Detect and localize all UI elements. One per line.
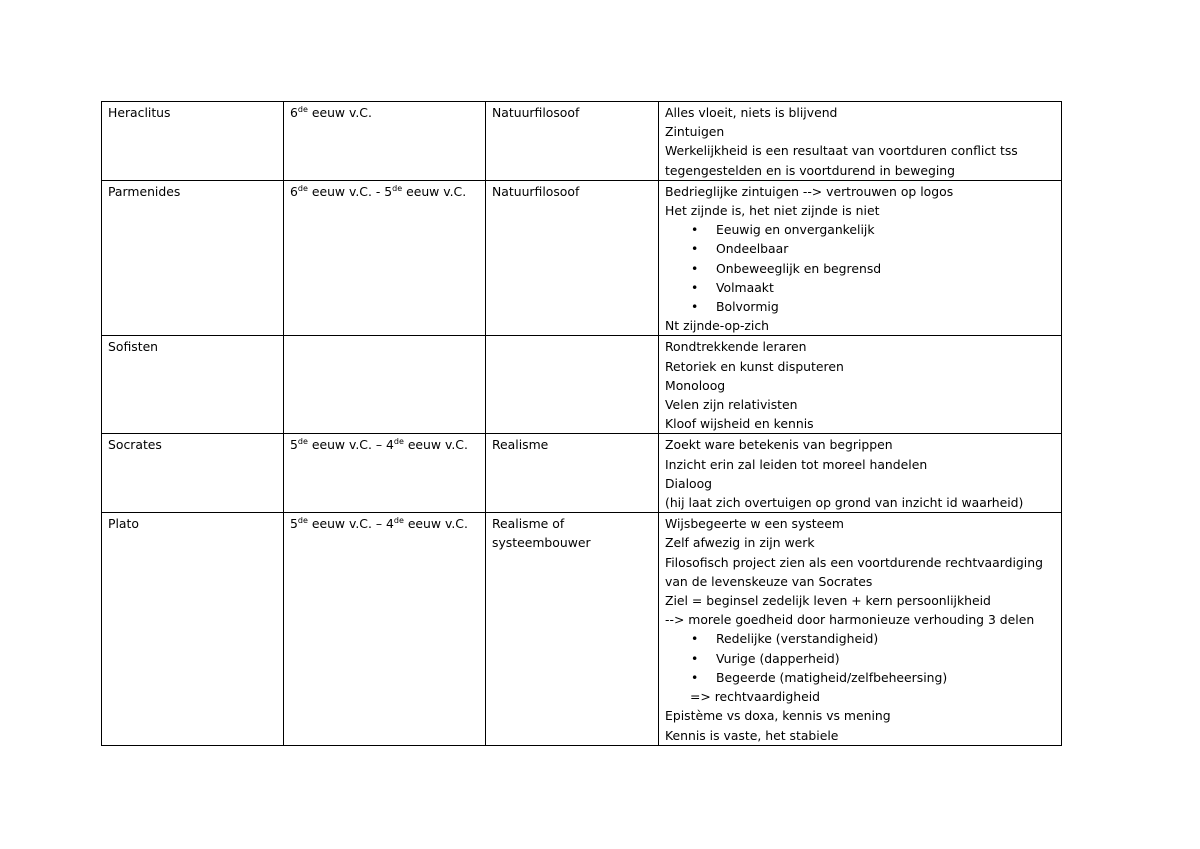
philosopher-name: Socrates [108,437,162,453]
bullet-item [665,278,1055,297]
period-b-num: 5 [384,183,393,199]
description-cell [659,434,1062,513]
description-line: tegengestelden en is voortdurend in beweging [665,162,955,178]
school-text: Realisme [492,437,549,453]
period-a-rest: eeuw v.C. [307,105,372,120]
description-line: Monoloog [665,377,726,393]
bullet-item [665,239,1055,258]
description-line: Zoekt ware betekenis van begrippen [665,437,893,453]
period-b-sup: de [393,516,404,526]
description-line: Velen zijn relativisten [665,397,798,413]
description-line: Wijsbegeerte w een systeem [665,516,844,532]
description-line: Kennis is vaste, het stabiele [665,727,839,743]
description-line: Zelf afwezig in zijn werk [665,535,815,551]
description-line: van de levenskeuze van Socrates [665,573,873,589]
philosopher-name-cell [102,336,284,434]
description-line: Bedrieglijke zintuigen --> vertrouwen op logos [665,183,954,199]
period-text [290,182,479,201]
description-line: Inzicht erin zal leiden tot moreel handelen [665,456,928,472]
description-cell [659,513,1062,745]
period-a-num: 5 [290,437,298,453]
period-a-num: 6 [290,105,298,120]
school-text: Natuurfilosoof [492,183,580,199]
philosophers-table [101,101,1062,746]
bullet-item [665,297,1055,316]
table-row [102,180,1062,336]
philosopher-name: Plato [108,516,139,532]
period-cell [284,513,486,745]
bullet-dot-icon: • [691,241,699,257]
school-cell [486,180,659,336]
philosopher-name-cell [102,180,284,336]
table-row [102,336,1062,434]
philosopher-name-cell [102,102,284,181]
period-a-sup: de [297,183,308,193]
description-line: Het zijnde is, het niet zijnde is niet [665,203,880,219]
period-a-rest: eeuw v.C. – [307,516,386,532]
bullet-item [665,649,1055,668]
description-line: Kloof wijsheid en kennis [665,416,814,432]
philosopher-name: Parmenides [108,183,181,199]
bullet-item [665,668,1055,687]
table-row [102,513,1062,745]
period-cell [284,180,486,336]
bullet-text: Onbeweeglijk en begrensd [716,260,882,276]
period-cell [284,434,486,513]
bullet-text: Begeerde (matigheid/zelfbeheersing) [716,669,948,685]
period-a-sup: de [297,437,308,447]
school-text: Realisme of [492,516,565,532]
description-line: Alles vloeit, niets is blijvend [665,105,838,120]
bullet-dot-icon: • [691,222,699,238]
bullet-dot-icon: • [691,631,699,647]
description-line: Zintuigen [665,124,725,140]
description-line: Filosofisch project zien als een voortdurende rechtvaardiging [665,554,1043,570]
description-cell [659,102,1062,181]
period-a-rest: eeuw v.C. – [307,437,386,453]
bullet-text: Vurige (dapperheid) [716,650,840,666]
bullet-item [665,259,1055,278]
period-b-rest: eeuw v.C. [403,516,468,532]
school-text: systeembouwer [492,535,591,551]
philosopher-name: Sofisten [108,339,159,355]
period-text [290,514,479,533]
bullet-item [665,629,1055,648]
philosopher-name-cell [102,434,284,513]
bullet-dot-icon: • [691,279,699,295]
bullet-dot-icon: • [691,669,699,685]
period-a-rest: eeuw v.C. - [307,183,385,199]
bullet-text: Volmaakt [716,279,774,295]
description-line: --> morele goedheid door harmonieuze verhouding 3 delen [665,612,1035,628]
description-line: Ziel = beginsel zedelijk leven + kern persoonlijkheid [665,593,991,609]
school-cell [486,434,659,513]
period-a-sup: de [297,516,308,526]
table-body [102,102,1062,746]
description-line: Nt zijnde-op-zich [665,318,770,334]
bullet-text: Bolvormig [716,299,779,315]
period-text [290,435,479,454]
bullet-dot-icon: • [691,299,699,315]
period-cell [284,336,486,434]
period-a-sup: de [297,105,308,114]
period-a-num: 6 [290,183,298,199]
school-cell [486,513,659,745]
period-b-rest: eeuw v.C. [402,183,467,199]
period-a-num: 5 [290,516,298,532]
bullet-dot-icon: • [691,650,699,666]
philosopher-name: Heraclitus [108,105,171,120]
description-line: Rondtrekkende leraren [665,339,807,355]
period-b-sup: de [393,437,404,447]
school-cell [486,336,659,434]
bullet-dot-icon: • [691,260,699,276]
period-b-rest: eeuw v.C. [403,437,468,453]
table-row [102,434,1062,513]
description-cell [659,180,1062,336]
period-cell [284,102,486,181]
bullet-text: Ondeelbaar [716,241,789,257]
table-row [102,102,1062,181]
bullet-text: Redelijke (verstandigheid) [716,631,879,647]
description-indented-line: => rechtvaardigheid [690,689,821,705]
period-text [290,103,479,122]
description-line: (hij laat zich overtuigen op grond van inzicht id waarheid) [665,495,1024,511]
period-b-num: 4 [385,516,394,532]
description-line: Dialoog [665,475,713,491]
period-b-sup: de [392,183,403,193]
school-cell [486,102,659,181]
description-line: Retoriek en kunst disputeren [665,358,844,374]
description-line: Werkelijkheid is een resultaat van voortduren conflict tss [665,143,1018,159]
bullet-item [665,220,1055,239]
description-line: Epistème vs doxa, kennis vs mening [665,708,891,724]
bullet-text: Eeuwig en onvergankelijk [716,222,875,238]
school-text: Natuurfilosoof [492,105,580,120]
description-cell [659,336,1062,434]
period-b-num: 4 [385,437,394,453]
philosopher-name-cell [102,513,284,745]
